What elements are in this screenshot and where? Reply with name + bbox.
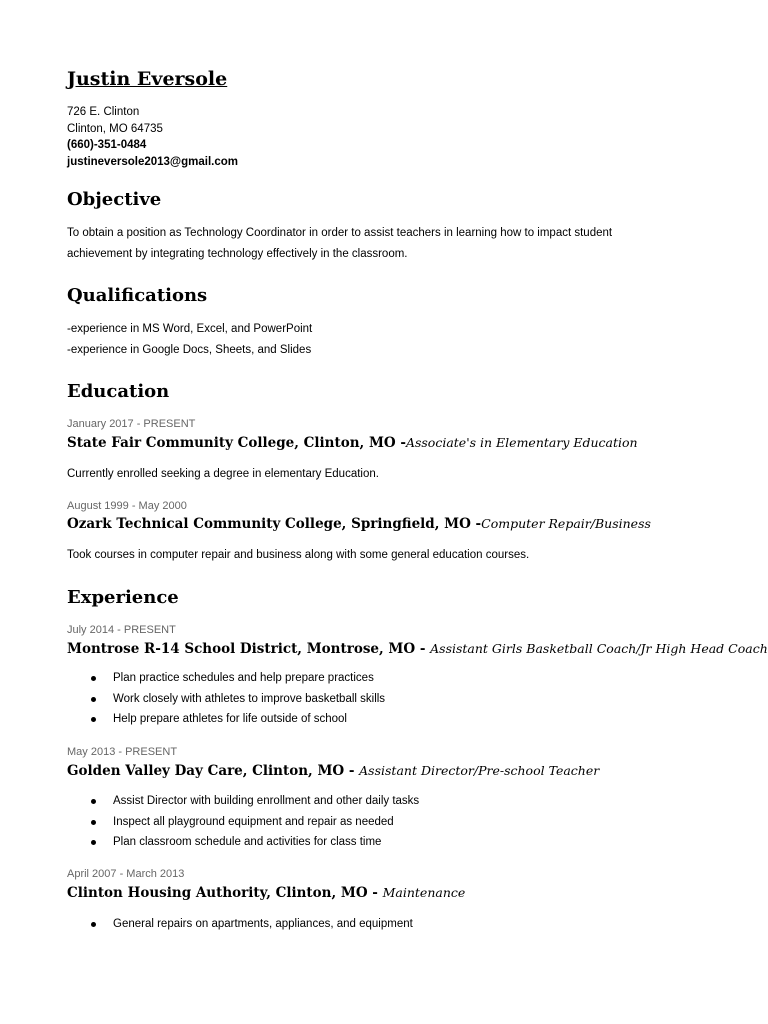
experience-date: April 2007 - March 2013 bbox=[67, 868, 185, 880]
phone-number: (660)-351-0484 bbox=[67, 139, 147, 151]
experience-entry-title bbox=[67, 885, 465, 901]
education-description bbox=[67, 464, 667, 485]
job-title: Assistant Girls Basketball Coach/Jr High Head Coach bbox=[430, 641, 768, 656]
duty-item: Inspect all playground equipment and repair as needed bbox=[89, 812, 419, 833]
duty-item: Help prepare athletes for life outside of school bbox=[89, 709, 385, 730]
duty-item: General repairs on apartments, appliances, and equipment bbox=[89, 914, 413, 935]
objective-text bbox=[67, 223, 667, 264]
duty-item: Work closely with athletes to improve basketball skills bbox=[89, 689, 385, 710]
contact-block bbox=[67, 104, 238, 170]
experience-date: May 2013 - PRESENT bbox=[67, 746, 178, 758]
duty-item: Plan practice schedules and help prepare practices bbox=[89, 668, 385, 689]
job-title: Assistant Director/Pre-school Teacher bbox=[359, 763, 600, 778]
address-line-2: Clinton, MO 64735 bbox=[67, 122, 163, 135]
applicant-name: Justin Eversole bbox=[67, 68, 228, 90]
objective-heading: Objective bbox=[67, 189, 162, 210]
qualifications-list bbox=[67, 319, 667, 360]
experience-heading: Experience bbox=[67, 587, 179, 608]
education-description-text: Currently enrolled seeking a degree in elementary Education. bbox=[67, 468, 379, 480]
experience-duties bbox=[89, 914, 413, 935]
experience-duties bbox=[89, 791, 419, 853]
education-date: January 2017 - PRESENT bbox=[67, 418, 196, 430]
experience-duties bbox=[89, 668, 385, 730]
education-program: Associate's in Elementary Education bbox=[405, 435, 638, 450]
experience-entry-title bbox=[67, 641, 768, 657]
qualification-item: -experience in Google Docs, Sheets, and Slides bbox=[67, 343, 312, 356]
education-institution: State Fair Community College, Clinton, MO - bbox=[67, 435, 406, 451]
objective-line: To obtain a position as Technology Coordinator in order to assist teachers in learning how to impact student bbox=[67, 227, 613, 239]
qualifications-heading: Qualifications bbox=[67, 285, 208, 306]
employer: Clinton Housing Authority, Clinton, MO - bbox=[67, 885, 383, 901]
experience-entry-title bbox=[67, 763, 599, 779]
experience-date: July 2014 - PRESENT bbox=[67, 624, 176, 636]
education-institution: Ozark Technical Community College, Springfield, MO - bbox=[67, 516, 482, 532]
education-program: Computer Repair/Business bbox=[481, 516, 651, 531]
education-entry-title bbox=[67, 516, 651, 532]
education-description bbox=[67, 545, 667, 566]
email-address: justineversole2013@gmail.com bbox=[67, 155, 239, 168]
employer: Golden Valley Day Care, Clinton, MO - bbox=[67, 763, 360, 779]
education-description-text: Took courses in computer repair and business along with some general education courses. bbox=[67, 549, 530, 561]
education-heading: Education bbox=[67, 381, 170, 402]
education-date: August 1999 - May 2000 bbox=[67, 500, 187, 512]
education-entry-title bbox=[67, 435, 638, 451]
job-title: Maintenance bbox=[382, 885, 466, 900]
objective-line: achievement by integrating technology effectively in the classroom. bbox=[67, 247, 408, 260]
duty-item: Plan classroom schedule and activities for class time bbox=[89, 832, 419, 853]
qualification-item: -experience in MS Word, Excel, and PowerPoint bbox=[67, 323, 313, 335]
address-line-1: 726 E. Clinton bbox=[67, 106, 140, 118]
employer: Montrose R-14 School District, Montrose, MO - bbox=[67, 641, 431, 657]
duty-item: Assist Director with building enrollment and other daily tasks bbox=[89, 791, 419, 812]
